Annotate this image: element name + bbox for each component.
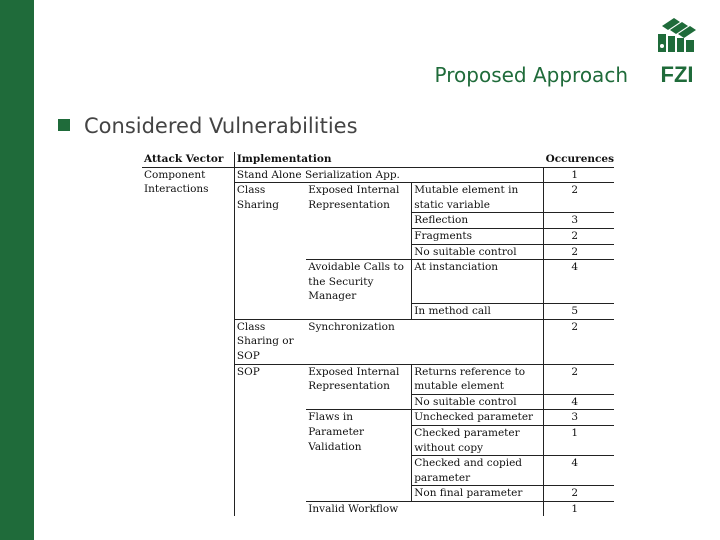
impl-level3-cell: Reflection (412, 213, 544, 229)
left-accent-bar (0, 0, 34, 540)
bullet-item (58, 114, 358, 138)
impl-level2-cell: Exposed Internal Representation (306, 364, 411, 410)
count-cell: 2 (571, 184, 578, 197)
vulnerabilities-table (142, 152, 614, 516)
impl-level1-cell: SOP (236, 365, 260, 378)
impl-level3-cell: Checked parameter without copy (412, 425, 544, 455)
count-cell: 1 (571, 426, 578, 439)
svg-text:FZI: FZI (660, 62, 694, 86)
impl-level2-cell: Invalid Workflow (306, 501, 543, 516)
count-cell: 2 (571, 320, 578, 333)
impl-level3-cell: In method call (412, 304, 544, 320)
count-cell: 2 (571, 245, 578, 258)
count-cell: 3 (571, 214, 578, 227)
count-cell: 5 (571, 305, 578, 318)
impl-level3-cell: No suitable control (412, 244, 544, 260)
impl-level3-cell: Checked and copied parameter (412, 456, 544, 486)
count-cell: 4 (571, 261, 578, 274)
impl-level2-cell: Synchronization (306, 319, 543, 364)
fzi-logo-icon (656, 16, 698, 86)
impl-level2-cell: Avoidable Calls to the Security Manager (306, 260, 411, 320)
impl-level1-cell: Class Sharing (236, 184, 279, 211)
count-cell: 1 (571, 502, 578, 515)
impl-level2-cell: Exposed Internal Representation (306, 183, 411, 260)
impl-level3-cell: Fragments (412, 228, 544, 244)
count-cell: 2 (571, 229, 578, 242)
impl-level3-cell: At instanciation (412, 260, 544, 304)
impl-level3-cell: Non final parameter (412, 486, 544, 502)
count-cell: 4 (571, 457, 578, 470)
impl-level3-cell: No suitable control (412, 394, 544, 410)
impl-level3-cell: Returns reference to mutable element (412, 364, 544, 394)
count-cell: 3 (571, 411, 578, 424)
header-attack-vector: Attack Vector (142, 152, 234, 167)
impl-level3-cell: Unchecked parameter (412, 410, 544, 426)
impl-level1-cell: Class Sharing or SOP (236, 320, 294, 362)
impl-level2-cell: Flaws in Parameter Validation (306, 410, 411, 502)
table-header-row (142, 152, 614, 167)
bullet-text: Considered Vulnerabilities (84, 114, 358, 138)
attack-vector-cell: Component Interactions (142, 167, 234, 516)
implementation-cell: Stand Alone Serialization App. (234, 167, 543, 183)
count-cell: 1 (571, 168, 578, 181)
slide-title: Proposed Approach (434, 63, 628, 87)
count-cell: 2 (571, 365, 578, 378)
impl-level3-cell: Mutable element in static variable (412, 183, 544, 213)
square-bullet-icon (58, 119, 70, 131)
count-cell: 4 (571, 395, 578, 408)
table-row (142, 167, 614, 183)
count-cell: 2 (571, 487, 578, 500)
header-implementation: Implementation (236, 153, 332, 165)
header-occurences: Occurences (545, 153, 614, 165)
